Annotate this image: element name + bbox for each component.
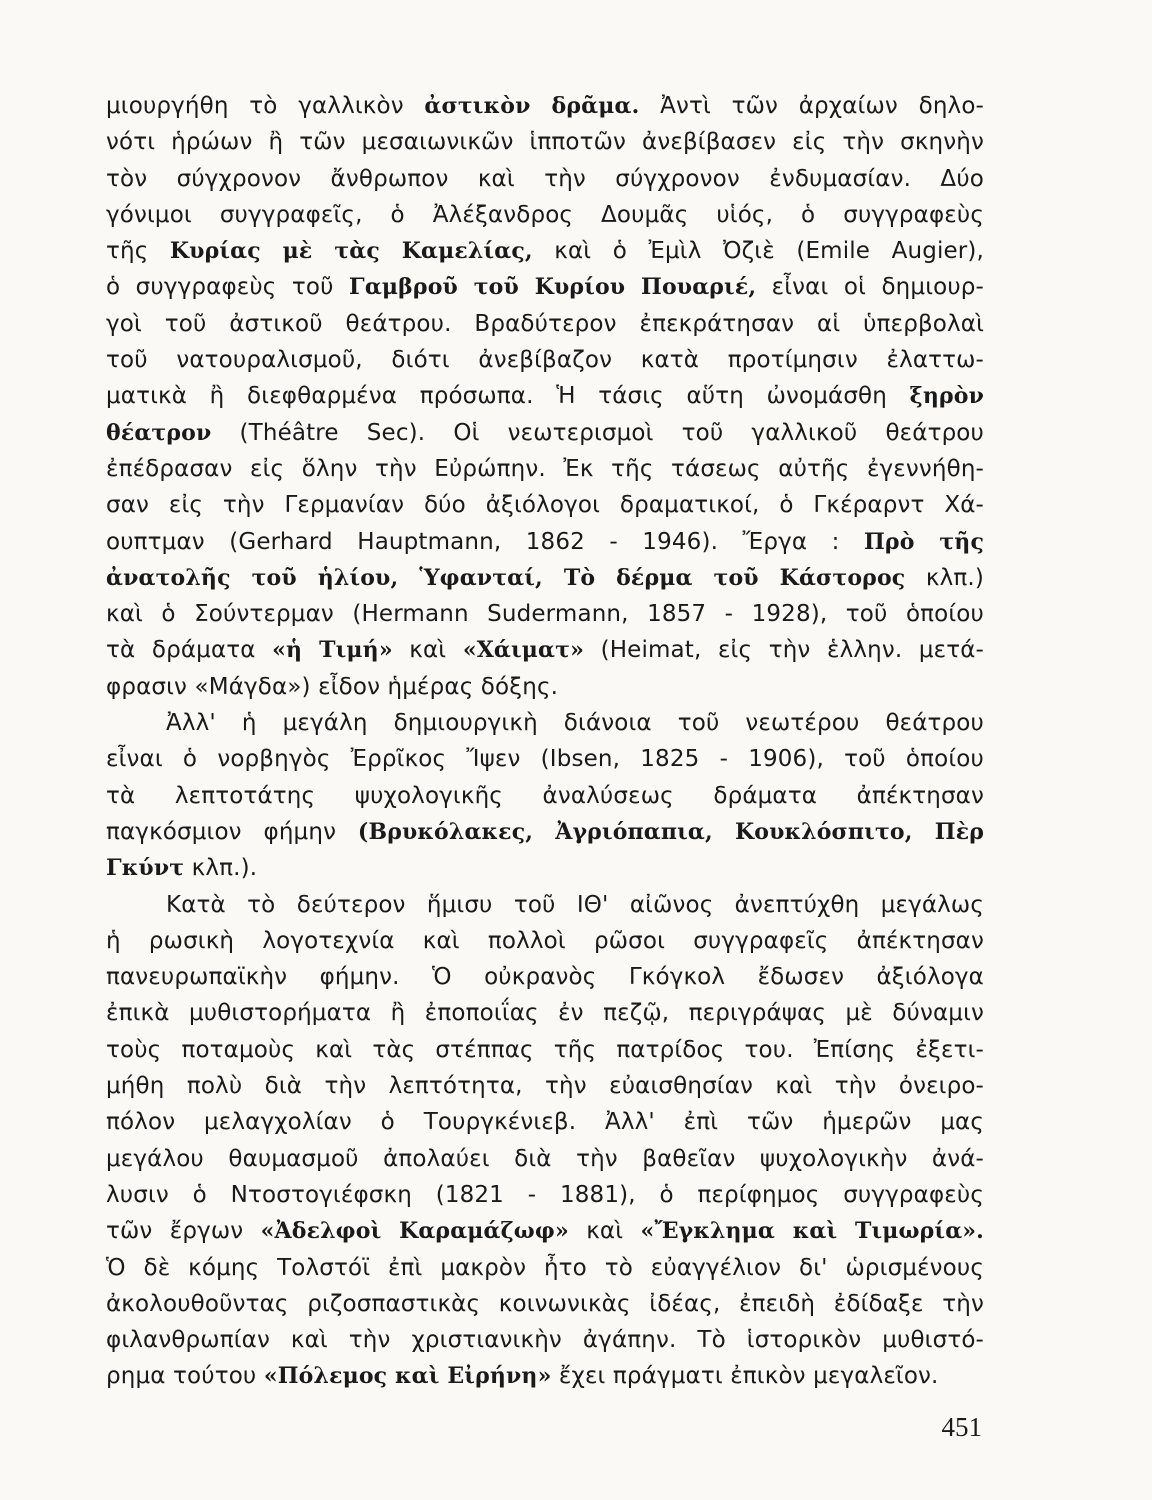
text-span: λυσιν ὁ Ντοστογιέφσκη (1821 - 1881), ὁ περίφημος συγγραφεὺς [106,1181,984,1208]
text-line [106,1104,984,1140]
bold-title-span: ἀνατολῆς τοῦ ἡλίου, Ὑφανταί, Τὸ δέρμα τοῦ Κάστορος [106,564,906,591]
text-line [106,923,984,959]
bold-title-span: Γκύντ [106,855,185,882]
text-span: πανευρωπαϊκὴν φήμην. Ὁ οὐκρανὸς Γκόγκολ ἔδωσεν ἀξιόλογα [106,964,984,991]
text-line [106,269,984,305]
text-span: καὶ [392,637,463,664]
text-span: ρημα τούτου [106,1363,264,1390]
bold-title-span: «Πόλεμος καὶ Εἰρήνη» [263,1363,552,1390]
text-line [106,814,984,850]
bold-title-span: ξηρὸν [909,383,984,410]
text-span: μιουργήθη τὸ γαλλικὸν [106,93,425,119]
bold-title-span: Κυρίας μὲ τὰς Καμελίας, [169,238,533,265]
text-span: (Heimat, εἰς τὴν ἑλλην. μετά- [584,637,984,664]
text-line [106,124,984,160]
text-span: εἶναι οἱ δημιουρ- [756,274,984,301]
text-span: γοὶ τοῦ ἀστικοῦ θεάτρου. Βραδύτερον ἐπεκράτησαν αἱ ὑπερβολαὶ [106,310,984,337]
text-line [106,1032,984,1068]
text-span: καὶ ὁ Ἐμὶλ Ὀζιὲ (Emile Augier), [532,238,984,265]
text-line [106,1141,984,1177]
text-line [106,1250,984,1286]
text-span: τῆς [106,238,170,265]
text-span: ἡ ρωσικὴ λογοτεχνία καὶ πολλοὶ ρῶσοι συγγραφεῖς ἀπέκτησαν [106,927,984,954]
text-span: τοῦ νατουραλισμοῦ, διότι ἀνεβίβαζον κατὰ προτίμησιν ἐλαττω- [106,347,984,374]
text-line [106,1322,984,1358]
bold-title-span: «ἡ Τιμή» [272,637,393,664]
text-line [106,632,984,668]
text-span: καὶ [568,1218,641,1245]
text-span: πόλον μελαγχολίαν ὁ Τουργκένιεβ. Ἀλλ' ἐπὶ τῶν ἡμερῶν μας [106,1109,984,1136]
text-span: μήθη πολὺ διὰ τὴν λεπτότητα, τὴν εὐαισθησίαν καὶ τὴν ὀνειρο- [106,1073,984,1100]
text-line [106,705,984,741]
text-span: μεγάλου θαυμασμοῦ ἀπολαύει διὰ τὴν βαθεῖαν ψυχολογικὴν ἀνά- [106,1145,984,1172]
text-line [106,342,984,378]
text-span: ἔχει πράγματι ἐπικὸν μεγαλεῖον. [551,1363,939,1390]
text-span: εἶναι ὁ νορβηγὸς Ἐρρῖκος Ἴψεν (Ibsen, 1825 - 1906), τοῦ ὁποίου [106,746,984,773]
page-number: 451 [941,1412,982,1442]
text-span: τοὺς ποταμοὺς καὶ τὰς στέππας τῆς πατρίδος του. Ἐπίσης ἐξετι- [106,1036,984,1063]
text-span: σαν εἰς τὴν Γερμανίαν δύο ἀξιόλογοι δραματικοί, ὁ Γκέραρντ Χά- [106,492,984,519]
text-span: τὸν σύγχρονον ἄνθρωπον καὶ τὴν σύγχρονον ἐνδυμασίαν. Δύο [106,165,984,192]
text-line [106,778,984,814]
text-line [106,1358,984,1394]
bold-title-span: «Ἀδελφοὶ Καραμάζωφ» [260,1218,569,1245]
text-span: τὰ λεπτοτάτης ψυχολογικῆς ἀναλύσεως δράματα ἀπέκτησαν [106,782,984,809]
text-line [106,524,984,560]
text-span: ὁ συγγραφεὺς τοῦ [106,274,350,301]
bold-title-span: (Βρυκόλακες, Ἀγριόπαπια, Κουκλόσπιτο, Πὲρ [357,818,984,845]
text-line [106,1286,984,1322]
text-span: (Théâtre Sec). Οἱ νεωτερισμοὶ τοῦ γαλλικοῦ θεάτρου [211,419,984,446]
text-line [106,1068,984,1104]
text-line [106,995,984,1031]
text-span: κλπ.) [905,564,984,591]
text-span: φρασιν «Μάγδα») εἶδον ἡμέρας δόξης. [106,673,559,700]
text-span: ἐπικὰ μυθιστορήματα ἢ ἐποποιΐας ἐν πεζῷ, περιγράψας μὲ δύναμιν [106,1000,984,1027]
bold-title-span: θέατρον [106,419,212,446]
text-span: ἀκολουθοῦντας ριζοσπαστικὰς κοινωνικὰς ἰδέας, ἐπειδὴ ἐδίδαξε τὴν [106,1290,984,1317]
text-line [106,415,984,451]
text-line [106,887,984,923]
bold-title-span: «Ἔγκλημα καὶ Τιμωρία». [640,1218,984,1245]
text-line [106,161,984,197]
text-line [106,197,984,233]
text-line [106,596,984,632]
text-line [106,88,984,124]
text-line [106,1177,984,1213]
text-span: Ὁ δὲ κόμης Τολστόϊ ἐπὶ μακρὸν ἦτο τὸ εὐαγγέλιον δι' ὡρισμένους [106,1254,984,1281]
body-text [106,88,984,1395]
text-span: ουπτμαν (Gerhard Hauptmann, 1862 - 1946). Ἔργα : [106,528,864,555]
bold-title-span: «Χάιματ» [462,637,584,664]
text-span: ματικὰ ἢ διεφθαρμένα πρόσωπα. Ἡ τάσις αὕτη ὠνομάσθη [106,383,910,410]
text-span: τῶν ἔργων [106,1218,261,1245]
text-span: παγκόσμιον φήμην [106,818,358,845]
text-span: νότι ἡρώων ἢ τῶν μεσαιωνικῶν ἱπποτῶν ἀνεβίβασεν εἰς τὴν σκηνὴν [106,129,984,156]
text-line [106,306,984,342]
text-line [106,959,984,995]
text-span: Κατὰ τὸ δεύτερον ἥμισυ τοῦ ΙΘ' αἰῶνος ἀνεπτύχθη μεγάλως [166,891,984,918]
text-line [106,233,984,269]
text-line [106,669,984,705]
text-line [106,1213,984,1249]
text-span: Ἀλλ' ἡ μεγάλη δημιουργικὴ διάνοια τοῦ νεωτέρου θεάτρου [166,710,984,737]
text-span: καὶ ὁ Σούντερμαν (Hermann Sudermann, 1857 - 1928), τοῦ ὁποίου [106,601,984,628]
text-span: τὰ δράματα [106,637,273,664]
text-span: φιλανθρωπίαν καὶ τὴν χριστιανικὴν ἀγάπην. Τὸ ἱστορικὸν μυθιστό- [106,1327,984,1354]
bold-title-span: ἀστικὸν δρᾶμα. [424,93,640,119]
text-span: Ἀντὶ τῶν ἀρχαίων δηλο- [639,93,984,119]
text-line [106,560,984,596]
text-span: γόνιμοι συγγραφεῖς, ὁ Ἀλέξανδρος Δουμᾶς υἱός, ὁ συγγραφεὺς [106,201,984,228]
text-span: ἐπέδρασαν εἰς ὅλην τὴν Εὐρώπην. Ἐκ τῆς τάσεως αὐτῆς ἐγεννήθη- [106,455,984,482]
text-line [106,741,984,777]
bold-title-span: Πρὸ τῆς [864,528,984,555]
bold-title-span: Γαμβροῦ τοῦ Κυρίου Πουαριέ, [349,274,757,301]
text-span: κλπ.). [184,855,258,882]
text-line [106,850,984,886]
text-line [106,451,984,487]
text-line [106,378,984,414]
text-line [106,487,984,523]
